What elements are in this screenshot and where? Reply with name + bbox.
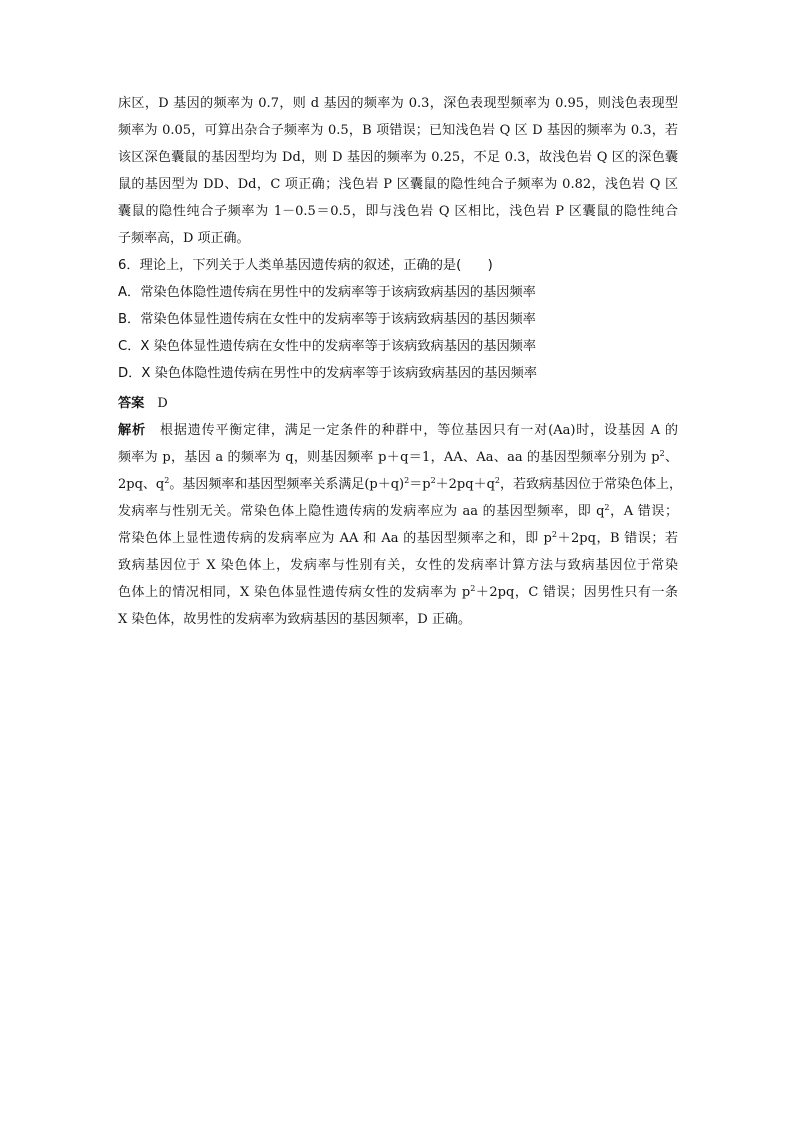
- analysis-text-3e: ，若致病基因位于常染色体上，: [500, 477, 683, 492]
- analysis-text-5a: 常染色体上显性遗传病的发病率应为 AA 和 Aa 的基因型频率之和，即 p: [118, 531, 552, 546]
- analysis-text-3c: ＝p: [409, 477, 431, 492]
- analysis-text-3a: 2pq、q: [118, 477, 165, 492]
- analysis-line-1: [118, 423, 678, 439]
- superscript: 2: [494, 476, 500, 485]
- option-b: B．常染色体显性遗传病在女性中的发病率等于该病致病基因的基因频率: [118, 312, 536, 327]
- superscript: 2: [430, 476, 436, 485]
- option-c: C．X 染色体显性遗传病在女性中的发病率等于该病致病基因的基因频率: [118, 339, 537, 354]
- question-stem: 6．理论上，下列关于人类单基因遗传病的叙述，正确的是( ): [118, 258, 493, 273]
- analysis-label: 解析: [118, 423, 147, 438]
- answer-line: [118, 396, 678, 412]
- superscript: 2: [659, 449, 665, 458]
- analysis-line-3: [118, 476, 683, 493]
- analysis-text-4-end: ，A 错误；: [609, 504, 678, 519]
- analysis-text-7a: 色体上的情况相同，X 染色体显性遗传病女性的发病率为 p: [118, 585, 471, 600]
- analysis-continuation-line-6: 子频率高，D 项正确。: [118, 231, 250, 246]
- superscript: 2: [604, 503, 610, 512]
- analysis-text-3d: ＋2pq＋q: [435, 477, 495, 492]
- analysis-text-2: 频率为 p，基因 a 的频率为 q，则基因频率 p＋q＝1，AA、Aa、aa 的基因型频率分别为 p: [118, 450, 660, 465]
- analysis-continuation-line-1: 床区，D 基因的频率为 0.7，则 d 基因的频率为 0.3，深色表现型频率为 0.95，则浅色表现型: [118, 96, 678, 111]
- superscript: 2: [551, 530, 557, 539]
- analysis-line-7: [118, 585, 678, 601]
- analysis-text-4: 发病率与性别无关。常染色体上隐性遗传病的发病率应为 aa 的基因型频率，即 q: [118, 504, 605, 519]
- analysis-text-2-end: 、: [664, 450, 678, 465]
- analysis-line-8: X 染色体，故男性的发病率为致病基因的基因频率，D 正确。: [118, 612, 471, 627]
- analysis-text-5b: ＋2pq，B 错误；若: [556, 531, 678, 546]
- superscript: 2: [164, 476, 170, 485]
- analysis-text-3b: 。基因频率和基因型频率关系满足(p＋q): [169, 477, 405, 492]
- analysis-continuation-line-2: 频率为 0.05，可算出杂合子频率为 0.5，B 项错误；已知浅色岩 Q 区 D 基因的频率为 0.3，若: [118, 123, 678, 138]
- analysis-continuation-line-5: 囊鼠的隐性纯合子频率为 1－0.5＝0.5，即与浅色岩 Q 区相比，浅色岩 P 区囊鼠的隐性纯合: [118, 204, 678, 219]
- analysis-line-5: [118, 531, 678, 547]
- analysis-line-4: [118, 504, 678, 520]
- analysis-line-2: [118, 450, 678, 466]
- analysis-text-7b: ＋2pq，C 错误；因男性只有一条: [475, 585, 678, 600]
- superscript: 2: [470, 584, 476, 593]
- option-a: A．常染色体隐性遗传病在男性中的发病率等于该病致病基因的基因频率: [118, 285, 536, 300]
- analysis-continuation-line-3: 该区深色囊鼠的基因型均为 Dd，则 D 基因的频率为 0.25，不足 0.3，故浅色岩 Q 区的深色囊: [118, 150, 678, 165]
- option-d: D．X 染色体隐性遗传病在男性中的发病率等于该病致病基因的基因频率: [118, 366, 538, 381]
- analysis-line-6: 致病基因位于 X 染色体上，发病率与性别有关，女性的发病率计算方法与致病基因位于常染: [118, 558, 678, 573]
- answer-label: 答案: [118, 396, 145, 411]
- analysis-text-1: 根据遗传平衡定律，满足一定条件的种群中，等位基因只有一对(Aa)时，设基因 A 的: [159, 423, 679, 438]
- superscript: 2: [404, 476, 410, 485]
- answer-value: D: [157, 396, 168, 411]
- analysis-continuation-line-4: 鼠的基因型为 DD、Dd，C 项正确；浅色岩 P 区囊鼠的隐性纯合子频率为 0.82，浅色岩 Q 区: [118, 177, 678, 192]
